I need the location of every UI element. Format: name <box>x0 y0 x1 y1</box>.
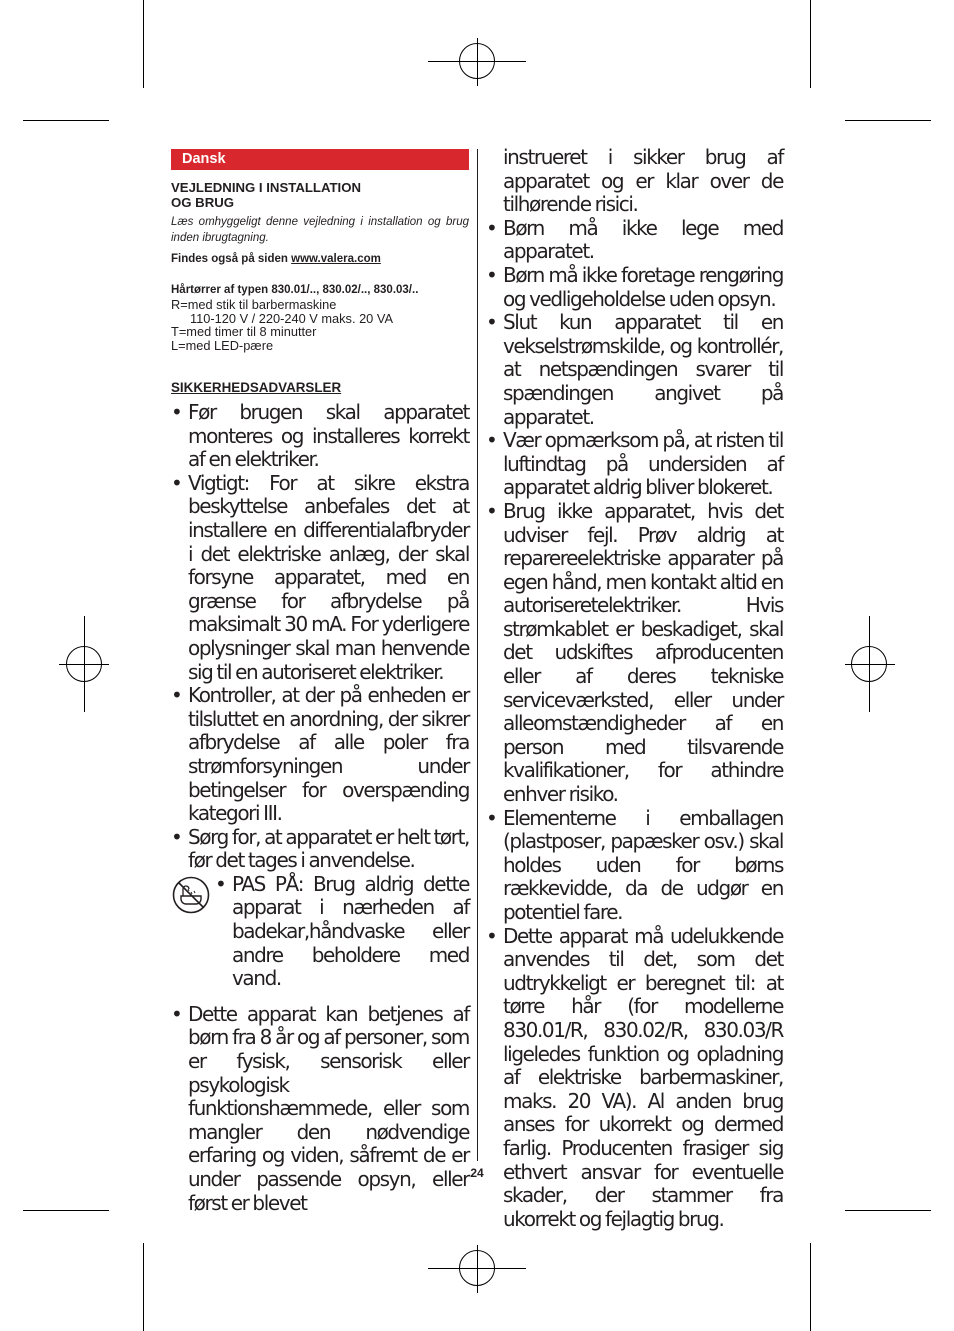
safety-list <box>171 401 469 873</box>
title-line-2: OG BRUG <box>171 195 235 210</box>
water-warning <box>171 873 469 991</box>
crop-mark <box>845 1210 931 1211</box>
list-item: • Børn må ikke lege med apparatet. <box>486 217 783 264</box>
crop-mark <box>23 1210 109 1211</box>
left-column <box>171 149 469 1215</box>
safety-list-right <box>486 217 783 1232</box>
model-heading: Hårtørrer af typen 830.01/.., 830.02/.., 830.03/.. <box>171 284 419 296</box>
language-tab: Dansk <box>171 149 469 170</box>
variant-r: R=med stik til barbermaskine <box>171 297 337 312</box>
variant-l: L=med LED-pære <box>171 337 274 353</box>
crop-mark <box>23 120 109 121</box>
crop-mark <box>143 0 144 88</box>
intro-text: Læs omhyggeligt denne vejledning i installation og brug inden ibrugtagning. <box>171 216 469 244</box>
list-item: • Dette apparat må udelukkende anvendes til det, som det udtrykkeligt er beregnet til: at tørre hår (for modellerne 830.01/R, 830.02/R, 830.03/R ligeledes funktion og opladning af elektriske barbermaskiner, maks. 20 VA). Al anden brug anses for ukorrekt og dermed farlig. Producenten frasiger sig ethvert ansvar for eventuelle skader, der stammer fra ukorrekt og fejlagtig brug. <box>486 925 783 1232</box>
safety-list-continued <box>171 1003 469 1215</box>
page-number: 24 <box>470 1166 484 1180</box>
list-item: • Dette apparat kan betjenes af børn fra 8 år og af personer, som er fysisk, sensorisk eller psykologisk funktionshæmmede, eller som mangler den nødvendige erfaring og viden, såfremt de er under passende opsyn, eller først er blevet <box>171 1003 469 1215</box>
list-item: • Vigtigt: For at sikre ekstra beskyttelse anbefales det at installere en differentialafbryder i det elektriske anlæg, der skal forsyne apparatet, med en grænse for afbrydelse på maksimalt 30 mA. For yderligere oplysninger skal man henvende sig til en autoriseret elektriker. <box>171 472 469 684</box>
right-column <box>486 146 783 1231</box>
warning-item: • PAS PÅ: Brug aldrig dette apparat i nærheden af badekar,håndvaske eller andre beholdere med vand. <box>215 873 469 991</box>
list-item: • Vær opmærksom på, at risten til luftindtag på undersiden af apparatet aldrig bliver blokeret. <box>486 429 783 500</box>
list-item: • Sørg for, at apparatet er helt tørt, før det tages i anvendelse. <box>171 826 469 873</box>
crop-mark <box>845 120 931 121</box>
no-water-bath-icon <box>171 875 211 915</box>
see-also-prefix: Findes også på siden <box>171 253 292 265</box>
title-line-1: VEJLEDNING I INSTALLATION <box>171 180 361 195</box>
safety-heading: SIKKERHEDSADVARSLER <box>171 380 342 395</box>
website-link[interactable]: www.valera.com <box>291 253 381 265</box>
document-title <box>171 180 469 210</box>
list-item: • Brug ikke apparatet, hvis det udviser fejl. Prøv aldrig at reparereelektriske apparater på egen hånd, men kontakt altid en autoriseretelektriker. Hvis strømkablet er beskadiget, skal det udskiftes afproducenten eller af deres tekniske serviceværksted, eller under alleomstændigheder af en person med tilsvarende kvalifikationer, for athindre enhver risiko. <box>486 500 783 807</box>
variant-r-detail: 110-120 V / 220-240 V maks. 20 VA <box>190 310 393 326</box>
list-item: • Før brugen skal apparatet monteres og installeres korrekt af en elektriker. <box>171 401 469 472</box>
crop-mark <box>810 0 811 88</box>
list-item: • Slut kun apparatet til en vekselstrømskilde, og kontrollér, at netspændingen svarer til spændingen angivet på apparatet. <box>486 311 783 429</box>
list-item: • Elementerne i emballagen (plastposer, papæsker osv.) skal holdes uden for børns rækkevidde, da de udgør en potentiel fare. <box>486 807 783 925</box>
list-item: • Kontroller, at der på enheden er tilsluttet en anordning, der sikrer afbrydelse af alle poler fra strømforsyningen under betingelser for overspænding kategori III. <box>171 684 469 826</box>
warning-list <box>215 873 469 991</box>
column-divider <box>477 149 478 1161</box>
crop-mark <box>143 1243 144 1331</box>
list-item: • Børn må ikke foretage rengøring og vedligeholdelse uden opsyn. <box>486 264 783 311</box>
crop-mark <box>810 1243 811 1331</box>
continued-text: instrueret i sikker brug af apparatet og er klar over de tilhørende risici. <box>503 145 783 217</box>
see-also-line <box>171 252 469 267</box>
variant-t: T=med timer til 8 minutter <box>171 324 317 339</box>
